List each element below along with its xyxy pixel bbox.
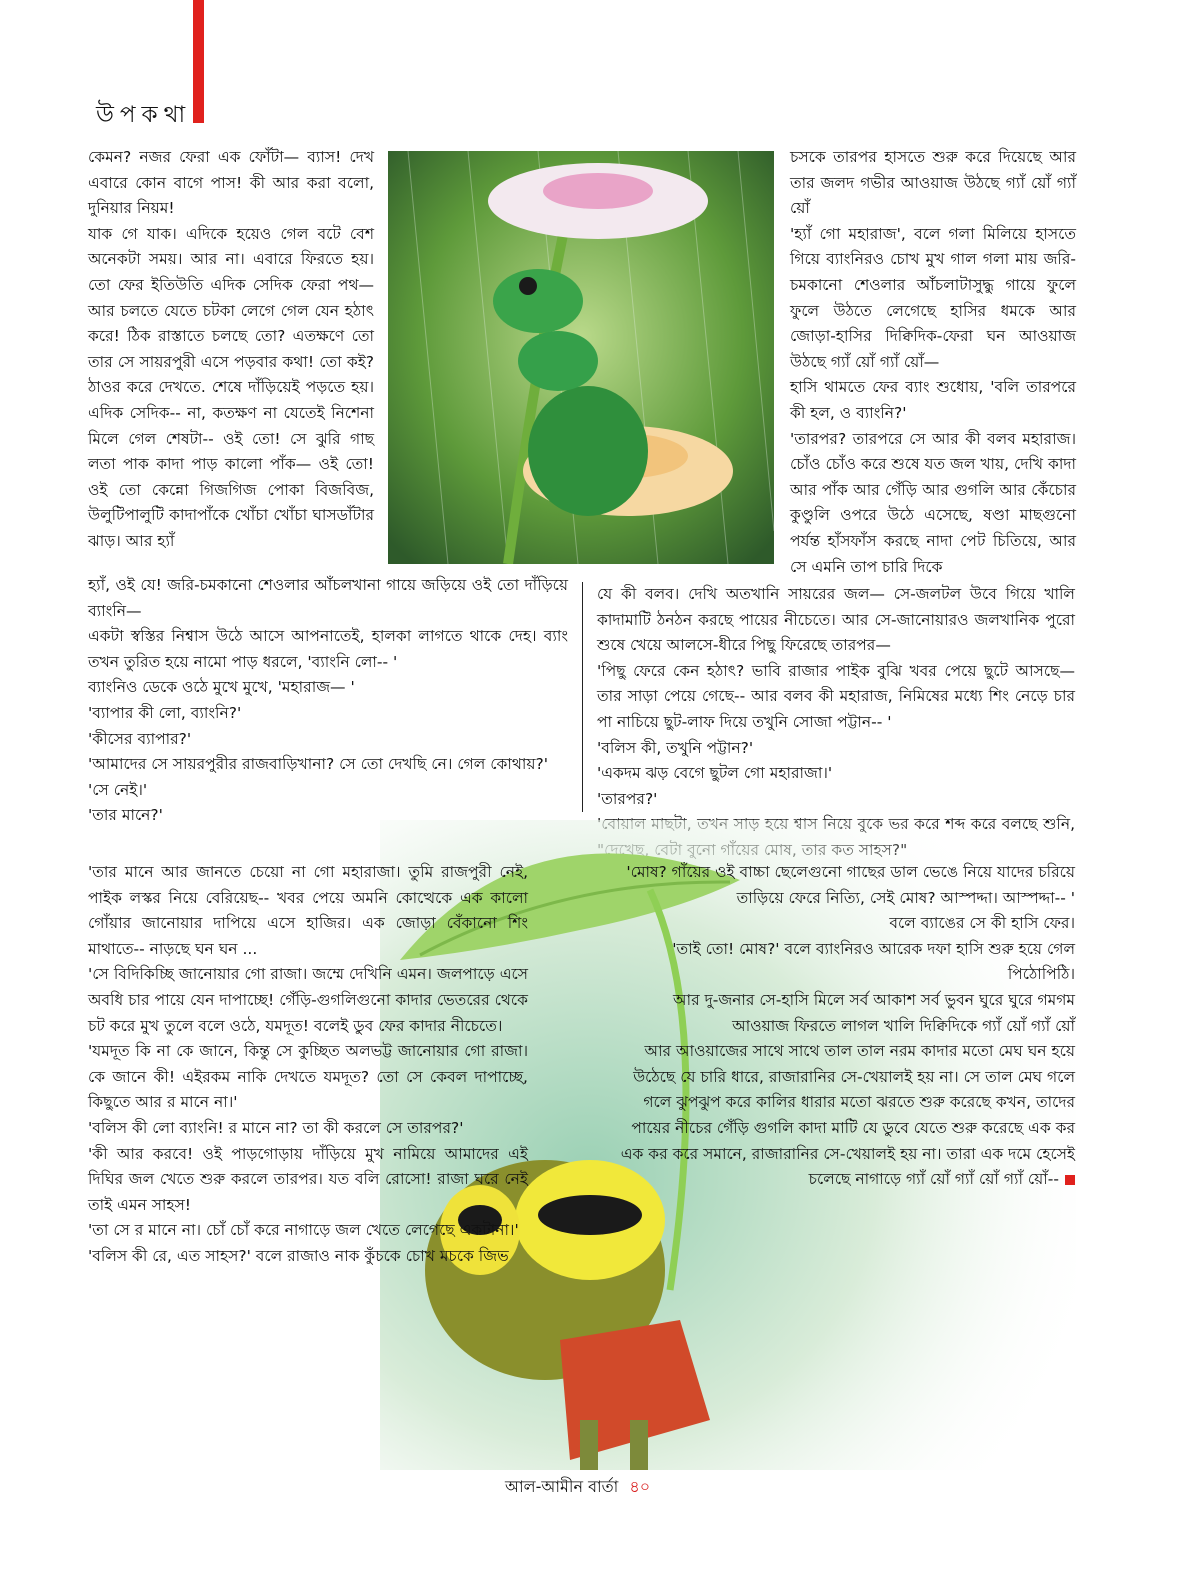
frogs-under-flower-image: [388, 151, 774, 564]
end-mark: [1065, 1175, 1075, 1185]
wide-left-text: হ্যাঁ, ওই যে! জরি-চমকানো শেওলার আঁচলখানা গায়ে জড়িয়ে ওই তো দাঁড়িয়ে ব্যাংনি— একটা স্বস্তির নিশ্বাস উঠে আসে আপনাতেই, হালকা লাগতে থাকে দেহ। ব্যাং তখন তুরিত হয়ে নামো পাড় ধরলে, 'ব্যাংনি লো-- ' ব্যাংনিও ডেকে ওঠে মুখে মুখে, 'মহারাজ— ' 'ব্যাপার কী লো, ব্যাংনি?' 'কীসের ব্যাপার?' 'আমাদের সে সায়রপুরীর রাজবাড়িখানা? সে তো দেখছি নে। গেল কোথায়?' 'সে নেই।' 'তার মানে?': [88, 576, 568, 825]
magazine-name: আল-আমীন বার্তা: [505, 1477, 619, 1496]
column-divider: [582, 582, 583, 812]
wide-right-text: যে কী বলব। দেখি অতখানি সায়রের জল— সে-জলটল উবে গিয়ে খালি কাদামাটি ঠনঠন করছে পায়ের নীচেতে। আর সে-জানোয়ারও জলখানিক পুরো শুষে খেয়ে আলসে-ধীরে পিছু ফিরেছে তারপর— 'পিছু ফেরে কেন হঠাৎ? ভাবি রাজার পাইক বুঝি খবর পেয়ে ছুটে আসছে— তার সাড়া পেয়ে গেছে-- আর বলব কী মহারাজ, নিমিষের মধ্যে শিং নেড়ে চার পা নাচিয়ে ছুট-লাফ দিয়ে তখুনি সোজা পট্টান-- ' 'বলিস কী, তখুনি পট্টান?' 'একদম ঝড় বেগে ছুটল গো মহারাজা।' 'তারপর?': [597, 585, 1075, 808]
column-right-top-text: চসকে তারপর হাসতে শুরু করে দিয়েছে আর তার জলদ গভীর আওয়াজ উঠছে গ্যাঁ য়োঁ গ্যাঁ য়োঁ 'হ্যাঁ গো মহারাজ', বলে গলা মিলিয়ে হাসতে গিয়ে ব্যাংনিরও চোখ মুখ গাল গলা মায় জরি-চমকানো শেওলার আঁচলাটাসুদ্ধু গায়ে ফুলে ফুলে উঠতে লেগেছে হাসির ধমকে আর জোড়া-হাসির দিক্বিদিক-ফেরা ঘন আওয়াজ উঠছে গ্যাঁ য়োঁ গ্যাঁ য়োঁ— হাসি থামতে ফের ব্যাং শুধোয়, 'বলি তারপরে কী হল, ও ব্যাংনি?' 'তারপর? তারপরে সে আর কী বলব মহারাজ। চোঁও চোঁও করে শুষে যত জল খায়, দেখি কাদা আর পাঁক আর গেঁড়ি আর গুগলি আর কেঁচোর কুণ্ডুলি ওপরে উঠে এসেছে, ষণ্ডা মাছগুনো পর্যন্ত হাঁসফাঁস করছে নাদা পেট চিতিয়ে, আর সে এমনি তাপ চারি দিকে: [790, 148, 1076, 576]
lower-left-text: 'তার মানে আর জানতে চেয়ো না গো মহারাজা। তুমি রাজপুরী নেই, পাইক লস্কর নিয়ে বেরিয়েছ-- খবর পেয়ে অমনি কোত্থেকে এক কালো গোঁয়ার জানোয়ার দাপিয়ে এসে হাজির। এক জোড়া বেঁকানো শিং মাথাতে-- নাড়ছে ঘন ঘন ... 'সে বিদিকিচ্ছি জানোয়ার গো রাজা। জম্মে দেখিনি এমন। জলপাড়ে এসে অবধি চার পায়ে যেন দাপাচ্ছে! গেঁড়ি-গুগলিগুনো কাদার ভেতরের থেকে চট করে মুখ তুলে বলে ওঠে, যমদূত! বলেই ডুব ফের কাদার নীচেতে। 'যমদূত কি না কে জানে, কিন্তু সে কুচ্ছিত অলভট্ট জানোয়ার গো রাজা। কে জানে কী! এইরকম নাকি দেখতে যমদূত? তো সে কেবল দাপাচ্ছে, কিছুতে আর র মানে না।' 'বলিস কী লো ব্যাংনি! র মানে না? তা কী করলে সে তারপর?' 'কী আর করবে! ওই পাড়গোড়ায় দাঁড়িয়ে মুখ নামিয়ে আমাদের এই দিঘির জল খেতে শুরু করলে তারপর। যত বলি রোসো! রাজা ঘরে নেই তাই এমন সাহস! 'তা সে র মানে না। চোঁ চোঁ করে নাগাড়ে জল খেতে লেগেছে একটানা।' 'বলিস কী রে, এত সাহস?' বলে রাজাও নাক কুঁচকে চোখ মচকে জিভ: [88, 863, 528, 1265]
lower-right-text: [620, 860, 1075, 1193]
lower-right-body: 'মোষ? গাঁয়ের ওই বাচ্চা ছেলেগুনো গাছের ডাল ভেঙে নিয়ে যাদের চরিয়ে তাড়িয়ে ফেরে নিত্যি, সেই মোষ? আস্পদ্দা। আস্পদ্দা-- ' বলে ব্যাঙের সে কী হাসি ফের। 'তাই তো! মোষ?' বলে ব্যাংনিরও আরেক দফা হাসি শুরু হয়ে গেল পিঠোপিঠি। আর দু-জনার সে-হাসি মিলে সর্ব আকাশ সর্ব ভুবন ঘুরে ঘুরে গমগম আওয়াজ ফিরতে লাগল খালি দিক্বিদিকে গ্যাঁ য়োঁ গ্যাঁ য়োঁ আর আওয়াজের সাথে সাথে তাল তাল নরম কাদার মতো মেঘ ঘন হয়ে উঠেছে যে চারি ধারে, রাজারানির সে-খেয়ালই হয় না। সে তাল মেঘ গলে গলে ঝুপঝুপ করে কালির ধারার মতো ঝরতে শুরু করেছে কখন, তাদের পায়ের নীচের গেঁড়ি গুগলি কাদা মাটি যে ডুবে যেতে শুরু করেছে এক কর এক কর করে সমানে, রাজারানির সে-খেয়ালই হয় না। তারা এক দমে হেসেই চলেছে নাগাড়ে গ্যাঁ য়োঁ গ্যাঁ য়োঁ গ্যাঁ য়োঁ--: [620, 863, 1075, 1189]
page-footer: [505, 1474, 650, 1501]
page-number: ৪০: [629, 1477, 651, 1496]
column-left-top-text: কেমন? নজর ফেরা এক ফোঁটা— ব্যাস! দেখ এবারে কোন বাগে পাস! কী আর করা বলো, দুনিয়ার নিয়ম! যাক গে যাক। এদিকে হয়েও গেল বটে বেশ অনেকটা সময়। আর না। এবারে ফিরতে হয়। তো ফের ইতিউতি এদিক সেদিক ফেরা পথ— আর চলতে যেতে চটকা লেগে গেল যেন হঠাৎ করে! ঠিক রাস্তাতে চলছে তো? এতক্ষণে তো তার সে সায়রপুরী এসে পড়বার কথা! তো কই? ঠাওর করে দেখতে. শেষে দাঁড়িয়েই পড়তে হয়। এদিক সেদিক-- না, কতক্ষণ না যেতেই নিশেনা মিলে গেল শেষটা-- ওই তো! সে ঝুরি গাছ লতা পাক কাদা পাড় কালো পাঁক— ওই তো! ওই তো কেন্নো গিজগিজ পোকা বিজবিজ, উলুটিপালুটি কাদাপাঁকে খোঁচা খোঁচা ঘাসডাঁটার ঝাড়। আর হ্যাঁ: [88, 148, 374, 550]
section-label: উপকথা: [96, 102, 192, 128]
section-accent-bar: [193, 0, 204, 123]
